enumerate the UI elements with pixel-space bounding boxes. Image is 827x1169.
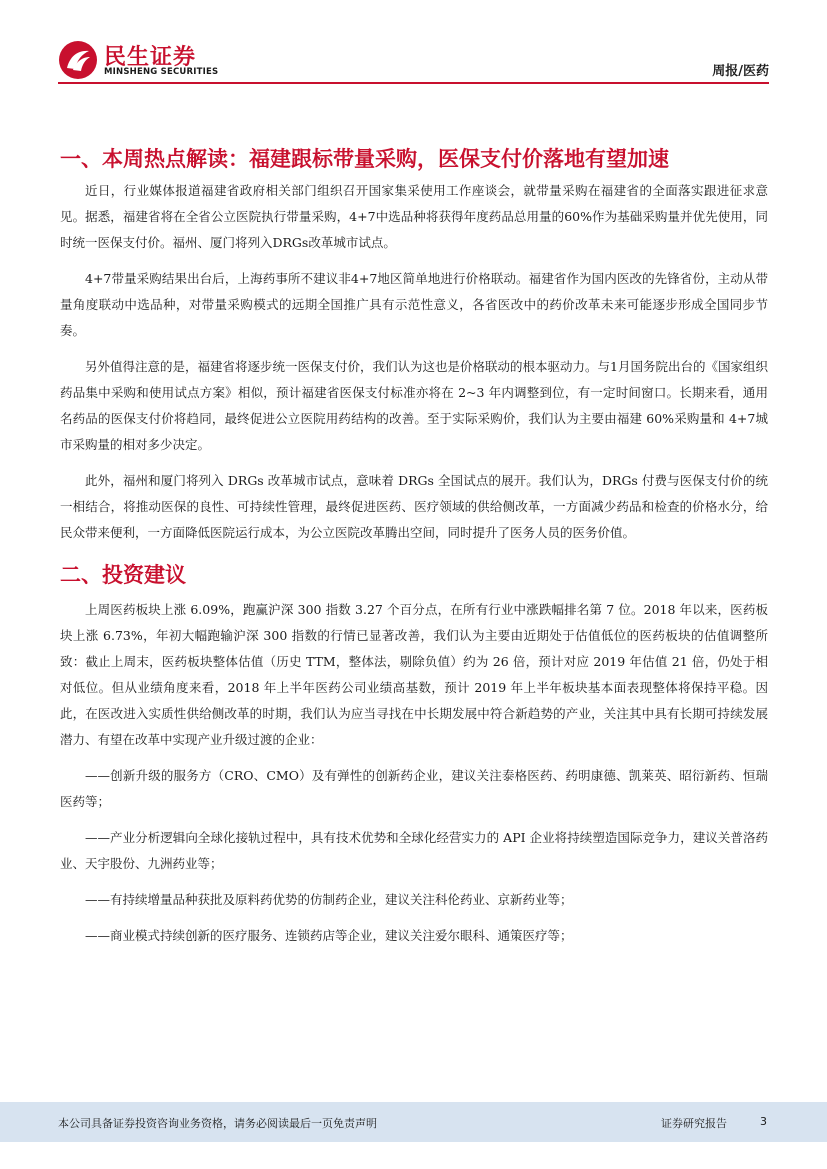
page-header <box>0 0 827 90</box>
section-1-paragraph: 近日，行业媒体报道福建省政府相关部门组织召开国家集采使用工作座谈会，就带量采购在福建省的全面落实跟进征求意见。据悉，福建省将在全省公立医院执行带量采购，4+7中选品种将获得年度药品总用量的60%作为基础采购量并优先使用，同时统一医保支付价。福州、厦门将列入DRGs改革城市试点。 <box>60 183 768 250</box>
section-2-bullet: ——创新升级的服务方（CRO、CMO）及有弹性的创新药企业，建议关注泰格医药、药明康德、凯莱英、昭衍新药、恒瑞医药等； <box>60 768 768 809</box>
section-2-title: 二、投资建议 <box>60 563 186 587</box>
page-footer <box>0 1102 827 1142</box>
page-number: 3 <box>760 1115 767 1128</box>
minsheng-logo-icon <box>58 40 98 80</box>
logo-text-cn: 民生证券 <box>104 45 197 70</box>
section-1-paragraph: 此外，福州和厦门将列入 DRGs 改革城市试点，意味着 DRGs 全国试点的展开。我们认为，DRGs 付费与医保支付价的统一相结合，将推动医保的良性、可持续性管理，最终促进医药、医疗领域的供给侧改革，一方面减少药品和检查的价格水分，给民众带来便利，一方面降低医院运行成本，为公立医院改革腾出空间，同时提升了医务人员的医务价值。 <box>60 473 768 540</box>
section-2-bullet: ——商业模式持续创新的医疗服务、连锁药店等企业，建议关注爱尔眼科、通策医疗等； <box>85 928 573 943</box>
section-1-title: 一、本周热点解读：福建跟标带量采购，医保支付价落地有望加速 <box>60 147 669 171</box>
footer-label: 证券研究报告 <box>661 1117 727 1130</box>
footer-disclaimer: 本公司具备证券投资咨询业务资格，请务必阅读最后一页免责声明 <box>58 1117 377 1130</box>
section-1-paragraph: 另外值得注意的是，福建省将逐步统一医保支付价，我们认为这也是价格联动的根本驱动力。与1月国务院出台的《国家组织药品集中采购和使用试点方案》相似，预计福建省医保支付标准亦将在 2~3 年内调整到位，有一定时间窗口。长期来看，通用名药品的医保支付价将趋同，最终促进公立医院用药结构的改善。至于实际采购价，我们认为主要由福建 60%采购量和 4+7城市采购量的相对多少决定。 <box>60 359 768 452</box>
logo-text-en: MINSHENG SECURITIES <box>104 67 219 77</box>
report-type: 周报/医药 <box>712 64 769 79</box>
section-1-paragraph: 4+7带量采购结果出台后，上海药事所不建议非4+7地区简单地进行价格联动。福建省作为国内医改的先锋省份，主动从带量角度联动中选品种，对带量采购模式的远期全国推广具有示范性意义，各省医改中的药价改革未来可能逐步形成全国同步节奏。 <box>60 271 768 338</box>
report-body <box>60 146 768 949</box>
section-2-bullet: ——有持续增量品种获批及原料药优势的仿制药企业，建议关注科伦药业、京新药业等； <box>85 892 573 907</box>
section-2-bullet: ——产业分析逻辑向全球化接轨过程中，具有技术优势和全球化经营实力的 API 企业将持续塑造国际竞争力，建议关普洛药业、天宇股份、九洲药业等； <box>60 830 768 871</box>
section-2-paragraph: 上周医药板块上涨 6.09%，跑赢沪深 300 指数 3.27 个百分点，在所有行业中涨跌幅排名第 7 位。2018 年以来，医药板块上涨 6.73%，年初大幅跑输沪深 300 指数的行情已显著改善，我们认为主要由近期处于估值低位的医药板块的估值调整所致：截止上周末，医药板块整体估值（历史 TTM，整体法，剔除负值）约为 26 倍，预计对应 2019 年估值 21 倍，仍处于相对低位。但从业绩角度来看，2018 年上半年医药公司业绩高基数，预计 2019 年上半年板块基本面表现整体将保持平稳。因此，在医改进入实质性供给侧改革的时期，我们认为应当寻找在中长期发展中符合新趋势的产业，关注其中具有长期可持续发展潜力、有望在改革中实现产业升级过渡的企业： <box>60 602 768 747</box>
header-divider <box>58 82 769 84</box>
